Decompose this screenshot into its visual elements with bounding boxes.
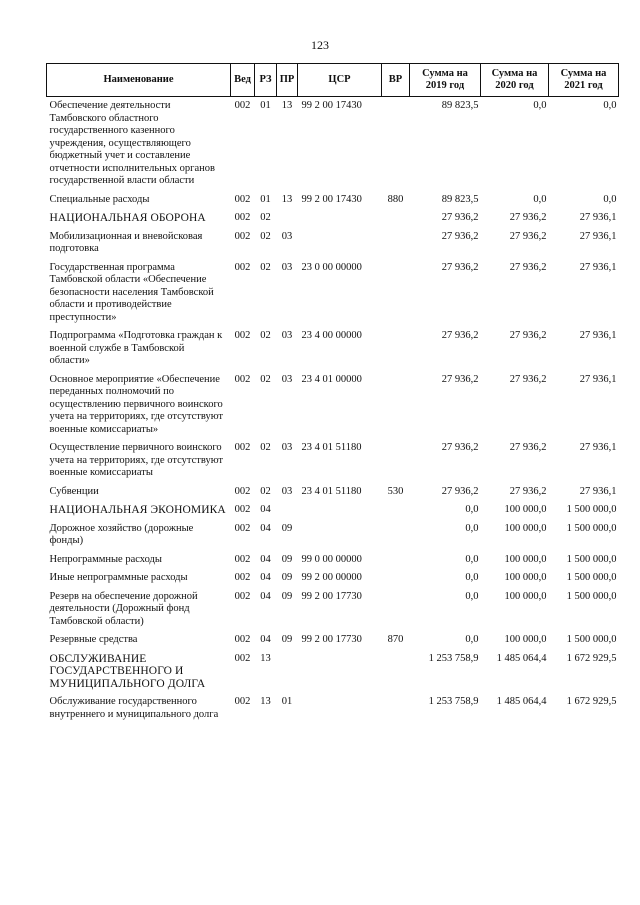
table-row <box>47 631 619 650</box>
row-pr: 13 <box>281 100 293 111</box>
row-sum-2020: 27 936,2 <box>509 212 547 223</box>
page-number: 123 <box>311 38 329 52</box>
row-name: Резервные средства <box>49 634 138 645</box>
row-sum-2019: 27 936,2 <box>441 261 479 273</box>
row-sum-2021: 0,0 <box>603 193 617 205</box>
row-csr: 23 4 00 00000 <box>301 330 362 341</box>
row-sum-2020: 100 000,0 <box>504 522 547 534</box>
row-name: Субвенции <box>49 485 99 497</box>
row-csr: 99 2 00 00000 <box>301 572 362 583</box>
row-vr <box>382 439 410 483</box>
row-csr <box>298 501 382 520</box>
row-sum-2021: 1 500 000,0 <box>566 572 617 583</box>
row-pr: 09 <box>281 590 293 602</box>
table-body <box>47 97 619 725</box>
row-name: НАЦИОНАЛЬНАЯ ЭКОНОМИКА <box>49 504 226 516</box>
row-pr: 03 <box>281 442 293 453</box>
row-pr: 03 <box>281 261 293 273</box>
row-vr: 880 <box>387 193 404 205</box>
header-sum-2019: Сумма на 2019 год <box>410 64 481 97</box>
row-name: Специальные расходы <box>49 193 150 205</box>
row-sum-2021: 1 500 000,0 <box>566 634 617 645</box>
row-sum-2019: 27 936,2 <box>441 330 479 341</box>
row-csr: 23 4 01 51180 <box>301 485 362 497</box>
row-pr: 09 <box>281 553 293 565</box>
table-row <box>47 569 619 588</box>
header-sum-2021: Сумма на 2021 год <box>549 64 619 97</box>
row-ved: 002 <box>234 553 251 565</box>
row-name: Подпрограмма «Подготовка граждан к военной службе в Тамбовской области» <box>49 330 223 366</box>
row-name: Мобилизационная и вневойсковая подготовка <box>49 230 203 254</box>
row-vr: 530 <box>387 485 404 497</box>
table-row <box>47 501 619 520</box>
row-pr: 03 <box>281 330 293 341</box>
row-sum-2019: 89 823,5 <box>441 100 479 111</box>
row-sum-2020: 1 485 064,4 <box>496 652 547 664</box>
row-name: Осуществление первичного воинского учета на территориях, где отсутствуют военные комиссариаты <box>49 442 223 478</box>
row-vr: 870 <box>387 634 404 645</box>
row-ved: 002 <box>234 485 251 497</box>
row-csr <box>298 209 382 228</box>
row-sum-2021: 27 936,1 <box>579 442 617 453</box>
row-rz: 02 <box>260 330 271 341</box>
row-sum-2019: 27 936,2 <box>441 485 479 497</box>
row-rz: 04 <box>260 522 271 534</box>
row-sum-2020: 0,0 <box>533 193 547 205</box>
row-ved: 002 <box>234 652 251 664</box>
table-header-row <box>47 64 619 97</box>
row-rz: 01 <box>260 100 271 111</box>
row-sum-2020: 27 936,2 <box>509 261 547 273</box>
row-rz: 02 <box>260 373 271 385</box>
row-csr: 23 4 01 00000 <box>301 373 362 385</box>
row-vr <box>382 371 410 440</box>
row-name: Государственная программа Тамбовской области «Обеспечение безопасности населения Тамбовской области и противодействие преступности» <box>49 261 214 323</box>
row-sum-2021: 27 936,1 <box>579 230 617 242</box>
row-rz: 02 <box>260 230 271 242</box>
table-row <box>47 483 619 502</box>
header-vr: ВР <box>382 64 410 97</box>
row-sum-2021: 0,0 <box>603 100 617 111</box>
row-sum-2021: 1 672 929,5 <box>566 652 617 664</box>
row-ved: 002 <box>234 522 251 534</box>
table-row <box>47 228 619 259</box>
row-sum-2020: 100 000,0 <box>504 504 547 515</box>
row-ved: 002 <box>234 590 251 602</box>
row-sum-2020: 1 485 064,4 <box>496 696 547 707</box>
row-name: Обеспечение деятельности Тамбовского областного государственного казенного учреждения, осуществляющего бюджетный учет и составление отчетности исполнительных органов государственной власти области <box>49 100 215 186</box>
row-csr: 99 2 00 17430 <box>301 100 362 111</box>
row-pr <box>277 501 298 520</box>
row-rz: 04 <box>260 553 271 565</box>
row-pr: 13 <box>281 193 293 205</box>
row-sum-2021: 27 936,1 <box>579 212 617 223</box>
header-csr: ЦСР <box>298 64 382 97</box>
row-sum-2019: 0,0 <box>465 572 479 583</box>
row-ved: 002 <box>234 193 251 205</box>
row-ved: 002 <box>234 100 251 111</box>
row-vr <box>382 327 410 371</box>
row-pr: 09 <box>281 634 293 645</box>
row-name: Основное мероприятие «Обеспечение переданных полномочий по осуществлению первичного воинского учета на территориях, где отсутствуют военные комиссариаты» <box>49 373 223 435</box>
table-row <box>47 371 619 440</box>
row-sum-2019: 0,0 <box>465 590 479 602</box>
row-vr <box>382 693 410 724</box>
row-sum-2021: 1 500 000,0 <box>566 504 617 515</box>
row-name: Непрограммные расходы <box>49 553 162 565</box>
row-sum-2019: 27 936,2 <box>441 212 479 223</box>
row-sum-2019: 1 253 758,9 <box>428 652 479 664</box>
row-sum-2021: 27 936,1 <box>579 330 617 341</box>
row-csr: 99 2 00 17430 <box>301 193 362 205</box>
row-sum-2019: 0,0 <box>465 504 479 515</box>
row-name: Резерв на обеспечение дорожной деятельности (Дорожный фонд Тамбовской области) <box>49 590 198 627</box>
table-row <box>47 209 619 228</box>
row-ved: 002 <box>234 442 251 453</box>
row-rz: 13 <box>260 696 271 707</box>
row-name: НАЦИОНАЛЬНАЯ ОБОРОНА <box>49 212 206 224</box>
row-sum-2021: 27 936,1 <box>579 261 617 273</box>
row-vr <box>382 501 410 520</box>
table-row <box>47 259 619 328</box>
row-ved: 002 <box>234 230 251 242</box>
row-vr <box>382 520 410 551</box>
row-pr: 03 <box>281 230 293 242</box>
row-pr: 03 <box>281 373 293 385</box>
row-sum-2020: 27 936,2 <box>509 330 547 341</box>
row-name: Дорожное хозяйство (дорожные фонды) <box>49 522 194 546</box>
row-csr <box>298 520 382 551</box>
row-sum-2021: 1 500 000,0 <box>566 522 617 534</box>
row-csr <box>298 228 382 259</box>
row-vr <box>382 97 410 191</box>
row-csr <box>298 693 382 724</box>
row-sum-2020: 100 000,0 <box>504 634 547 645</box>
row-rz: 01 <box>260 193 271 205</box>
row-sum-2021: 27 936,1 <box>579 485 617 497</box>
table-row <box>47 588 619 632</box>
row-pr <box>277 209 298 228</box>
header-name: Наименование <box>47 64 231 97</box>
row-ved: 002 <box>234 373 251 385</box>
row-vr <box>382 551 410 570</box>
row-sum-2019: 0,0 <box>465 553 479 565</box>
row-rz: 04 <box>260 572 271 583</box>
row-ved: 002 <box>234 261 251 273</box>
row-sum-2020: 27 936,2 <box>509 230 547 242</box>
row-ved: 002 <box>234 572 251 583</box>
row-sum-2020: 100 000,0 <box>504 572 547 583</box>
header-rz: РЗ <box>255 64 277 97</box>
table-row <box>47 650 619 694</box>
row-vr <box>382 650 410 694</box>
row-sum-2020: 27 936,2 <box>509 485 547 497</box>
row-name: Обслуживание государственного внутреннего и муниципального долга <box>49 696 219 720</box>
row-sum-2019: 27 936,2 <box>441 442 479 453</box>
budget-table <box>46 63 619 724</box>
row-sum-2019: 89 823,5 <box>441 193 479 205</box>
row-csr: 99 2 00 17730 <box>301 590 362 602</box>
row-rz: 02 <box>260 485 271 497</box>
table-row <box>47 191 619 210</box>
row-sum-2020: 100 000,0 <box>504 590 547 602</box>
row-sum-2020: 0,0 <box>533 100 547 111</box>
row-sum-2020: 100 000,0 <box>504 553 547 565</box>
row-rz: 04 <box>260 590 271 602</box>
row-sum-2021: 1 500 000,0 <box>566 590 617 602</box>
row-vr <box>382 588 410 632</box>
row-vr <box>382 209 410 228</box>
row-name: ОБСЛУЖИВАНИЕ ГОСУДАРСТВЕННОГО И МУНИЦИПАЛЬНОГО ДОЛГА <box>49 652 206 690</box>
row-ved: 002 <box>234 212 251 223</box>
row-rz: 04 <box>260 504 271 515</box>
row-sum-2019: 0,0 <box>465 634 479 645</box>
row-rz: 02 <box>260 212 271 223</box>
row-sum-2021: 1 672 929,5 <box>566 696 617 707</box>
header-ved: Вед <box>231 64 255 97</box>
row-sum-2019: 27 936,2 <box>441 373 479 385</box>
table-row <box>47 520 619 551</box>
row-rz: 04 <box>260 634 271 645</box>
header-sum-2020: Сумма на 2020 год <box>481 64 549 97</box>
row-pr: 09 <box>281 572 293 583</box>
row-sum-2019: 0,0 <box>465 522 479 534</box>
row-pr: 09 <box>281 522 293 534</box>
row-ved: 002 <box>234 696 251 707</box>
row-name: Иные непрограммные расходы <box>49 572 188 583</box>
row-csr: 99 2 00 17730 <box>301 634 362 645</box>
row-sum-2019: 27 936,2 <box>441 230 479 242</box>
row-csr: 23 4 01 51180 <box>301 442 362 453</box>
row-sum-2019: 1 253 758,9 <box>428 696 479 707</box>
row-sum-2021: 27 936,1 <box>579 373 617 385</box>
row-pr <box>277 650 298 694</box>
table-row <box>47 97 619 191</box>
row-vr <box>382 228 410 259</box>
row-vr <box>382 259 410 328</box>
row-csr <box>298 650 382 694</box>
row-sum-2021: 1 500 000,0 <box>566 553 617 565</box>
row-rz: 02 <box>260 442 271 453</box>
header-pr: ПР <box>277 64 298 97</box>
table-row <box>47 327 619 371</box>
table-row <box>47 439 619 483</box>
row-csr: 99 0 00 00000 <box>301 553 362 565</box>
row-csr: 23 0 00 00000 <box>301 261 362 273</box>
row-ved: 002 <box>234 634 251 645</box>
row-vr <box>382 569 410 588</box>
row-sum-2020: 27 936,2 <box>509 442 547 453</box>
row-pr: 03 <box>281 485 293 497</box>
row-rz: 13 <box>260 652 271 664</box>
row-rz: 02 <box>260 261 271 273</box>
table-row <box>47 693 619 724</box>
table-row <box>47 551 619 570</box>
row-sum-2020: 27 936,2 <box>509 373 547 385</box>
row-ved: 002 <box>234 504 251 515</box>
row-ved: 002 <box>234 330 251 341</box>
row-pr: 01 <box>281 696 293 707</box>
